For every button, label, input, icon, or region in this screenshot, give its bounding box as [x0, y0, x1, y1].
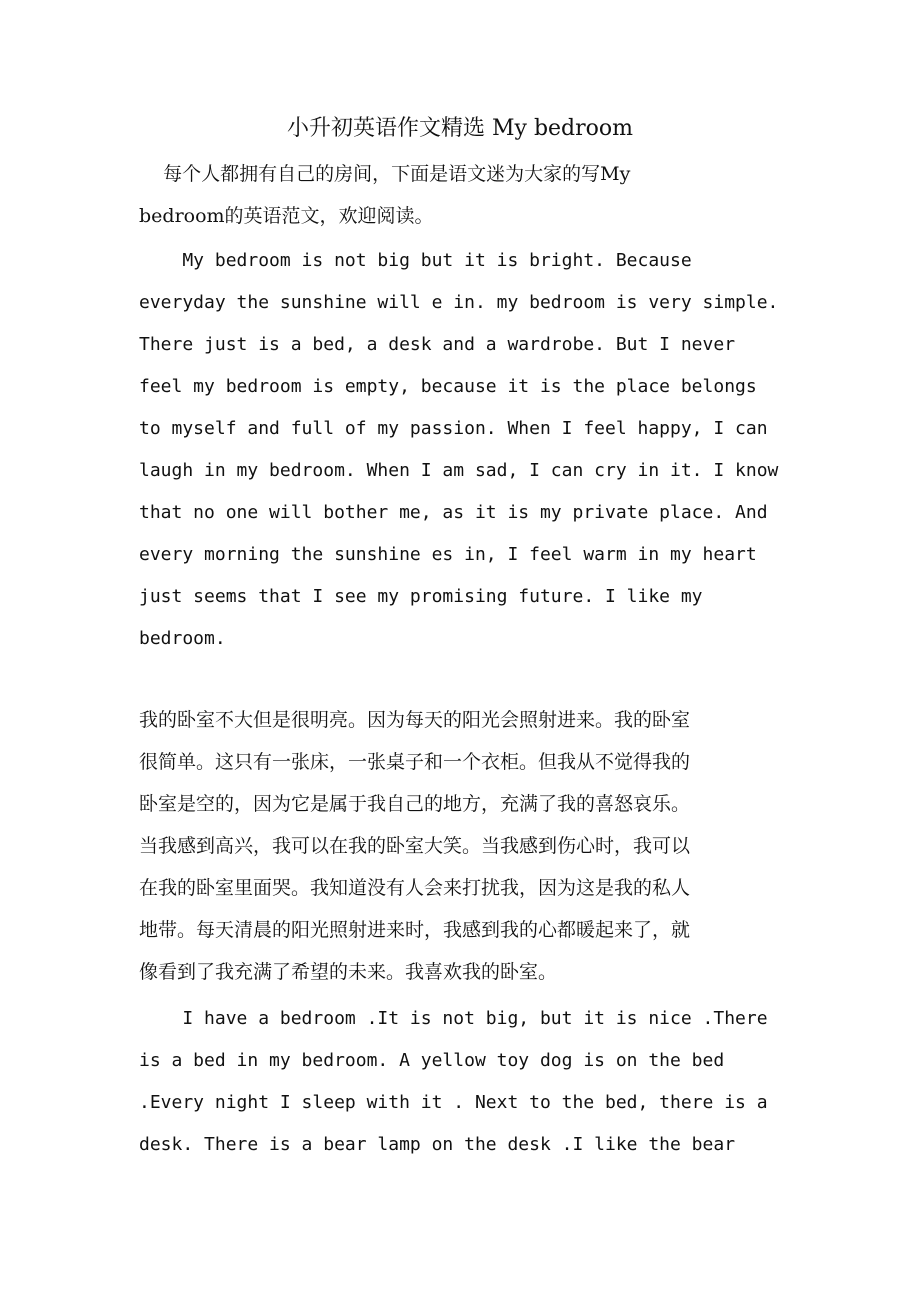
- essay-line: 很简单。这只有一张床，一张桌子和一个衣柜。但我从不觉得我的: [139, 751, 691, 773]
- essay-line: 在我的卧室里面哭。我知道没有人会来打扰我，因为这是我的私人: [139, 877, 691, 899]
- intro-line: bedroom的英语范文，欢迎阅读。: [139, 205, 434, 227]
- essay-line: I have a bedroom .It is not big, but it is nice .There: [139, 1008, 768, 1029]
- essay-line: .Every night I sleep with it . Next to the bed, there is a: [139, 1092, 768, 1113]
- essay-line: 地带。每天清晨的阳光照射进来时，我感到我的心都暖起来了，就: [139, 919, 691, 941]
- intro-line: 每个人都拥有自己的房间，下面是语文迷为大家的写My: [139, 163, 631, 185]
- essay-line: to myself and full of my passion. When I feel happy, I can: [139, 418, 768, 439]
- essay1-chinese-paragraph: [139, 699, 789, 993]
- essay-line: There just is a bed, a desk and a wardrobe. But I never: [139, 334, 736, 355]
- essay-line: 我的卧室不大但是很明亮。因为每天的阳光会照射进来。我的卧室: [139, 709, 691, 731]
- essay1-english-paragraph: [139, 240, 789, 660]
- page-title: 小升初英语作文精选 My bedroom: [287, 116, 633, 141]
- essay-line: desk. There is a bear lamp on the desk .I like the bear: [139, 1134, 736, 1155]
- essay-line: just seems that I see my promising future. I like my: [139, 586, 703, 607]
- essay-line: 当我感到高兴，我可以在我的卧室大笑。当我感到伤心时，我可以: [139, 835, 691, 857]
- essay-line: every morning the sunshine es in, I feel warm in my heart: [139, 544, 757, 565]
- essay-line: laugh in my bedroom. When I am sad, I can cry in it. I know: [139, 460, 779, 481]
- essay-line: 像看到了我充满了希望的未来。我喜欢我的卧室。: [139, 961, 558, 983]
- essay-line: 卧室是空的，因为它是属于我自己的地方，充满了我的喜怒哀乐。: [139, 793, 691, 815]
- essay-line: bedroom.: [139, 628, 226, 649]
- essay-line: feel my bedroom is empty, because it is the place belongs: [139, 376, 757, 397]
- essay2-english-paragraph: [139, 998, 789, 1166]
- essay-line: that no one will bother me, as it is my private place. And: [139, 502, 768, 523]
- essay-line: is a bed in my bedroom. A yellow toy dog is on the bed: [139, 1050, 725, 1071]
- essay-line: My bedroom is not big but it is bright. Because: [139, 250, 692, 271]
- essay-line: everyday the sunshine will e in. my bedroom is very simple.: [139, 292, 779, 313]
- intro-paragraph: [139, 153, 789, 237]
